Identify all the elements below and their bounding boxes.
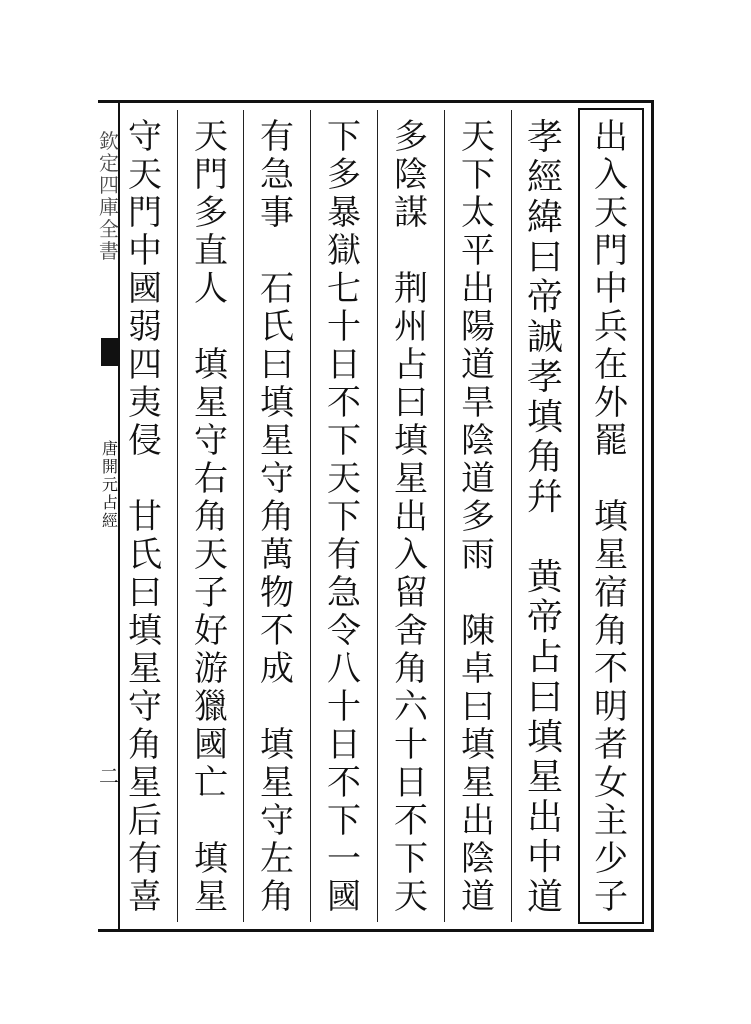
glyph: 填	[194, 345, 228, 385]
glyph: 陰	[461, 421, 495, 461]
glyph: 天	[394, 877, 428, 917]
margin-glyph: 開	[101, 457, 118, 476]
glyph: 州	[394, 307, 428, 347]
glyph: 雨	[461, 535, 495, 575]
glyph: 門	[128, 193, 162, 233]
glyph: 日	[327, 345, 361, 385]
glyph: 出	[461, 801, 495, 841]
glyph: 一	[327, 839, 361, 879]
glyph: 角	[526, 437, 563, 478]
book-title-label	[101, 440, 119, 530]
glyph: 者	[594, 725, 628, 765]
glyph: 謀	[394, 193, 428, 233]
glyph: 填	[260, 383, 294, 423]
glyph: 有	[260, 117, 294, 157]
glyph: 占	[526, 637, 563, 678]
glyph: 急	[260, 155, 294, 195]
column-divider	[243, 110, 244, 922]
margin-glyph: 庫	[99, 195, 119, 219]
glyph: 右	[194, 459, 228, 499]
margin-glyph: 唐	[101, 439, 118, 458]
glyph: 角	[260, 497, 294, 537]
glyph: 十	[327, 687, 361, 727]
text-column	[319, 118, 369, 916]
glyph: 誠	[526, 317, 563, 358]
text-column	[252, 118, 302, 916]
glyph: 填	[461, 725, 495, 765]
text-column	[186, 118, 236, 916]
glyph: 日	[394, 763, 428, 803]
glyph: 孝	[526, 117, 563, 158]
glyph: 角	[194, 497, 228, 537]
glyph: 填	[594, 497, 628, 537]
glyph: 有	[128, 839, 162, 879]
glyph: 道	[526, 877, 563, 918]
margin-glyph: 占	[101, 493, 118, 512]
glyph: 主	[594, 801, 628, 841]
glyph: 星	[461, 763, 495, 803]
margin-glyph: 經	[101, 511, 118, 530]
glyph: 不	[260, 611, 294, 651]
margin-glyph: 書	[99, 239, 119, 263]
glyph: 角	[594, 611, 628, 651]
glyph: 星	[260, 421, 294, 461]
glyph: 好	[194, 611, 228, 651]
glyph: 多	[394, 117, 428, 157]
glyph: 石	[260, 269, 294, 309]
text-column	[386, 118, 436, 916]
glyph	[272, 232, 283, 270]
glyph: 門	[594, 231, 628, 271]
glyph: 出	[594, 117, 628, 157]
glyph: 下	[327, 497, 361, 537]
glyph: 不	[327, 763, 361, 803]
glyph: 陰	[461, 839, 495, 879]
glyph: 緯	[526, 197, 563, 238]
glyph: 道	[461, 877, 495, 917]
glyph: 曰	[128, 573, 162, 613]
glyph: 直	[194, 231, 228, 271]
glyph: 物	[260, 573, 294, 613]
glyph: 暴	[327, 193, 361, 233]
margin-glyph: 欽	[99, 129, 119, 153]
glyph: 兵	[594, 307, 628, 347]
glyph: 道	[461, 459, 495, 499]
glyph: 守	[128, 117, 162, 157]
glyph: 萬	[260, 535, 294, 575]
glyph: 天	[194, 535, 228, 575]
glyph: 中	[128, 231, 162, 271]
glyph: 亡	[194, 763, 228, 803]
glyph: 經	[526, 157, 563, 198]
glyph: 星	[128, 649, 162, 689]
glyph: 八	[327, 649, 361, 689]
glyph: 夷	[128, 383, 162, 423]
glyph: 弱	[128, 307, 162, 347]
glyph: 國	[194, 725, 228, 765]
glyph: 入	[394, 535, 428, 575]
glyph: 氏	[260, 307, 294, 347]
glyph: 天	[461, 117, 495, 157]
glyph: 有	[327, 535, 361, 575]
page-number: 二	[99, 764, 119, 788]
glyph: 星	[526, 757, 563, 798]
glyph: 旱	[461, 383, 495, 423]
glyph: 四	[128, 345, 162, 385]
glyph: 帝	[526, 597, 563, 638]
glyph: 星	[194, 383, 228, 423]
glyph: 人	[194, 269, 228, 309]
glyph: 令	[327, 611, 361, 651]
glyph: 占	[394, 345, 428, 385]
glyph: 星	[594, 535, 628, 575]
margin-glyph: 定	[99, 151, 119, 175]
glyph: 帝	[526, 277, 563, 318]
glyph: 少	[594, 839, 628, 879]
glyph	[539, 518, 550, 558]
glyph: 角	[128, 725, 162, 765]
glyph: 孝	[526, 357, 563, 398]
glyph: 甘	[128, 497, 162, 537]
glyph	[606, 460, 617, 498]
glyph: 門	[194, 155, 228, 195]
glyph: 天	[594, 193, 628, 233]
glyph: 舍	[394, 611, 428, 651]
glyph: 守	[194, 421, 228, 461]
glyph: 下	[394, 839, 428, 879]
glyph: 獄	[327, 231, 361, 271]
glyph	[406, 232, 417, 270]
glyph: 外	[594, 383, 628, 423]
glyph: 后	[128, 801, 162, 841]
glyph: 下	[461, 155, 495, 195]
glyph: 填	[394, 421, 428, 461]
glyph: 女	[594, 763, 628, 803]
glyph: 守	[128, 687, 162, 727]
glyph	[206, 308, 217, 346]
glyph: 喜	[128, 877, 162, 917]
glyph: 天	[128, 155, 162, 195]
glyph: 天	[327, 459, 361, 499]
glyph: 角	[260, 877, 294, 917]
page-border	[98, 100, 654, 932]
glyph: 十	[394, 725, 428, 765]
glyph: 多	[194, 193, 228, 233]
glyph: 陳	[461, 611, 495, 651]
column-divider	[444, 110, 445, 922]
glyph: 成	[260, 649, 294, 689]
glyph: 子	[194, 573, 228, 613]
glyph: 星	[394, 459, 428, 499]
glyph: 曰	[526, 237, 563, 278]
glyph: 不	[594, 649, 628, 689]
column-divider	[177, 110, 178, 922]
glyph: 日	[327, 725, 361, 765]
glyph: 入	[594, 155, 628, 195]
glyph: 罷	[594, 421, 628, 461]
glyph: 曰	[260, 345, 294, 385]
column-divider	[511, 110, 512, 922]
glyph: 出	[526, 797, 563, 838]
glyph: 填	[260, 725, 294, 765]
fish-tail-mark	[101, 338, 118, 366]
glyph: 星	[194, 877, 228, 917]
glyph	[473, 574, 484, 612]
column-divider	[377, 110, 378, 922]
glyph: 六	[394, 687, 428, 727]
glyph: 陰	[394, 155, 428, 195]
glyph: 下	[327, 801, 361, 841]
column-divider	[310, 110, 311, 922]
glyph: 急	[327, 573, 361, 613]
glyph: 多	[461, 497, 495, 537]
glyph: 下	[327, 421, 361, 461]
glyph: 中	[526, 837, 563, 878]
glyph: 填	[526, 717, 563, 758]
glyph: 十	[327, 307, 361, 347]
glyph: 國	[327, 877, 361, 917]
glyph: 曰	[461, 687, 495, 727]
glyph: 侵	[128, 421, 162, 461]
glyph: 守	[260, 459, 294, 499]
glyph: 國	[128, 269, 162, 309]
glyph: 多	[327, 155, 361, 195]
glyph	[206, 802, 217, 840]
glyph: 星	[128, 763, 162, 803]
margin-glyph: 全	[99, 217, 119, 241]
glyph: 天	[194, 117, 228, 157]
glyph: 出	[394, 497, 428, 537]
glyph: 黄	[526, 557, 563, 598]
glyph: 曰	[394, 383, 428, 423]
margin-glyph: 四	[99, 173, 119, 197]
text-column	[520, 118, 570, 918]
glyph: 平	[461, 231, 495, 271]
glyph: 曰	[526, 677, 563, 718]
text-column	[453, 118, 503, 916]
glyph: 氏	[128, 535, 162, 575]
glyph: 游	[194, 649, 228, 689]
glyph: 七	[327, 269, 361, 309]
glyph: 道	[461, 345, 495, 385]
margin-glyph: 元	[101, 475, 118, 494]
glyph: 左	[260, 839, 294, 879]
glyph: 陽	[461, 307, 495, 347]
text-column	[586, 118, 636, 916]
glyph: 中	[594, 269, 628, 309]
glyph: 留	[394, 573, 428, 613]
glyph	[272, 688, 283, 726]
glyph: 填	[526, 397, 563, 438]
glyph: 事	[260, 193, 294, 233]
glyph: 星	[260, 763, 294, 803]
glyph: 明	[594, 687, 628, 727]
glyph: 角	[394, 649, 428, 689]
glyph: 下	[327, 117, 361, 157]
glyph: 填	[194, 839, 228, 879]
glyph: 宿	[594, 573, 628, 613]
glyph: 荆	[394, 269, 428, 309]
glyph: 出	[461, 269, 495, 309]
glyph: 子	[594, 877, 628, 917]
glyph: 填	[128, 611, 162, 651]
glyph: 太	[461, 193, 495, 233]
text-column	[120, 118, 170, 916]
glyph: 在	[594, 345, 628, 385]
margin-title	[98, 130, 120, 262]
glyph: 獵	[194, 687, 228, 727]
glyph: 卓	[461, 649, 495, 689]
glyph: 不	[394, 801, 428, 841]
glyph: 不	[327, 383, 361, 423]
glyph: 守	[260, 801, 294, 841]
glyph	[140, 460, 151, 498]
glyph: 幷	[526, 477, 563, 518]
